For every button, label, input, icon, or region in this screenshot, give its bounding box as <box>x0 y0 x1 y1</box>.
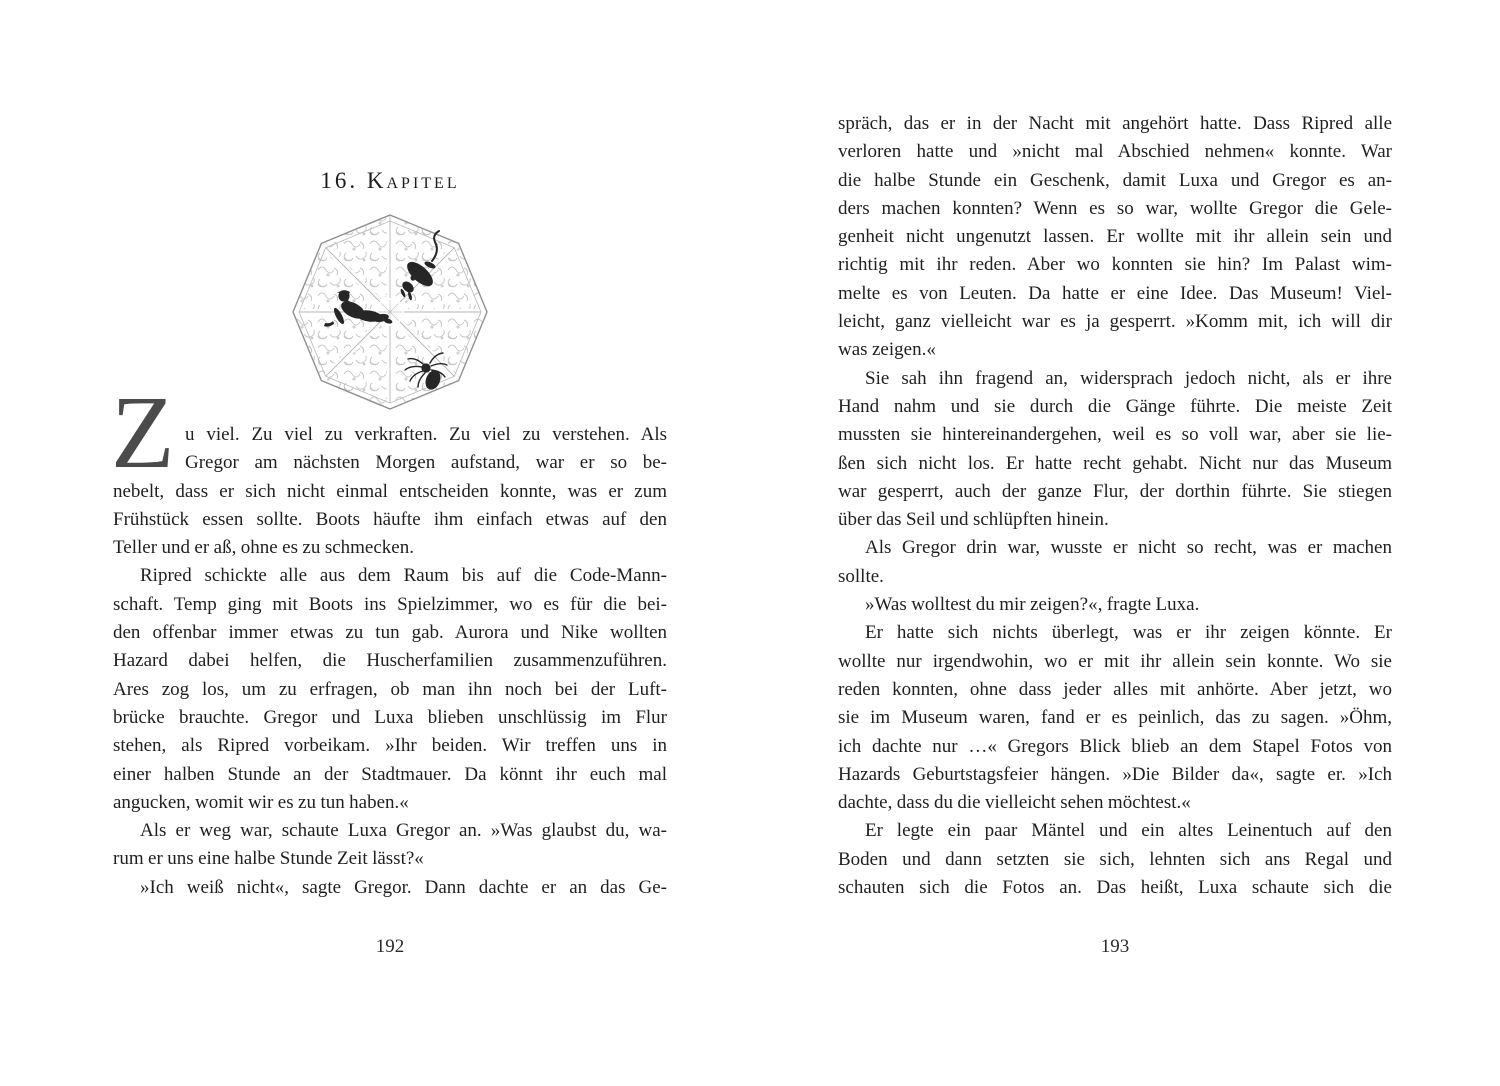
left-page-body-text <box>113 421 667 902</box>
text-line: richtig mit ihr reden. Aber wo konnten sie hin? Im Palast wim- <box>838 254 1392 276</box>
text-line: ders machen konnten? Wenn es so war, wollte Gregor die Gele- <box>838 197 1392 219</box>
text-line: leicht, ganz vielleicht war es ja gesperrt. »Komm mit, ich will dir <box>838 311 1392 333</box>
text-line: angucken, womit wir es zu tun haben.« <box>113 791 409 813</box>
text-line: spräch, das er in der Nacht mit angehört hatte. Dass Ripred alle <box>838 113 1392 134</box>
text-line: Ripred schickte alle aus dem Raum bis auf die Code-Mann- <box>140 565 667 587</box>
text-line: dachte, dass du die vielleicht sehen möchtest.« <box>838 792 1191 814</box>
text-line: Als er weg war, schaute Luxa Gregor an. »Was glaubst du, wa- <box>140 820 667 842</box>
text-line: sollte. <box>838 565 884 587</box>
text-line: Hand nahm und sie durch die Gänge führte. Die meiste Zeit <box>838 395 1392 417</box>
text-line: »Was wolltest du mir zeigen?«, fragte Luxa. <box>865 594 1200 616</box>
text-line: über das Seil und schlüpften hinein. <box>838 509 1109 531</box>
text-line: schauten sich die Fotos an. Das heißt, Luxa schaute sich die <box>838 877 1392 899</box>
chapter-ornament-octagon-icon <box>290 212 490 412</box>
text-line: die halbe Stunde ein Geschenk, damit Luxa und Gregor es an- <box>838 169 1392 191</box>
text-line: was zeigen.« <box>838 339 936 361</box>
text-line: den offenbar immer etwas zu tun gab. Aurora und Nike wollten <box>113 622 667 644</box>
text-line: genheit nicht ungenutzt lassen. Er wollte mit ihr allein sein und <box>838 226 1392 248</box>
text-line: Hazard dabei helfen, die Huscherfamilien zusammenzuführen. <box>113 650 667 672</box>
text-line: verloren hatte und »nicht mal Abschied nehmen« konnte. War <box>838 141 1392 163</box>
text-line: brücke brauchte. Gregor und Luxa blieben unschlüssig im Flur <box>113 706 667 728</box>
text-line: stehen, als Ripred vorbeikam. »Ihr beiden. Wir treffen uns in <box>113 735 667 757</box>
text-line: Teller und er aß, ohne es zu schmecken. <box>113 537 414 559</box>
page-number-left: 192 <box>375 936 405 957</box>
text-line: Gregor am nächsten Morgen aufstand, war er so be- <box>185 452 667 474</box>
text-line: mussten sie hintereinandergehen, weil es so voll war, aber sie lie- <box>838 424 1392 446</box>
book-page-right <box>838 0 1392 1086</box>
text-line: ßen sich nicht los. Er hatte recht gehabt. Nicht nur das Museum <box>838 452 1392 474</box>
text-line: schaft. Temp ging mit Boots ins Spielzimmer, wo es für die bei- <box>113 593 667 615</box>
text-line: Ares zog los, um zu erfragen, ob man ihn noch bei der Luft- <box>113 678 667 700</box>
text-line: ich dachte nur …« Gregors Blick blieb an dem Stapel Fotos von <box>838 735 1392 757</box>
text-line: Er hatte sich nichts überlegt, was er ihr zeigen könnte. Er <box>865 622 1392 644</box>
text-line: »Ich weiß nicht«, sagte Gregor. Dann dachte er an das Ge- <box>140 876 667 898</box>
text-line: Hazards Geburtstagsfeier hängen. »Die Bilder da«, sagte er. »Ich <box>838 763 1392 785</box>
text-line: Frühstück essen sollte. Boots häufte ihm einfach etwas auf den <box>113 508 667 530</box>
text-line: melte es von Leuten. Da hatte er eine Idee. Das Museum! Viel- <box>838 282 1392 304</box>
text-line: rum er uns eine halbe Stunde Zeit lässt?« <box>113 848 424 870</box>
text-line: Als Gregor drin war, wusste er nicht so recht, was er machen <box>865 537 1392 559</box>
text-line: wollte nur irgendwohin, wo er mit ihr allein sein konnte. Wo sie <box>838 650 1392 672</box>
text-line: reden konnten, ohne dass jeder alles mit anhörte. Aber jetzt, wo <box>838 678 1392 700</box>
right-page-body-text <box>838 110 1392 902</box>
text-line: sie im Museum waren, fand er es peinlich, das zu sagen. »Öhm, <box>838 707 1392 729</box>
page-number-right: 193 <box>1100 936 1130 957</box>
text-line: war gesperrt, auch der ganze Flur, der dorthin führte. Sie stiegen <box>838 480 1392 502</box>
chapter-heading: 16. Kapitel <box>320 168 460 193</box>
text-line: Boden und dann setzten sie sich, lehnten sich ans Regal und <box>838 848 1392 870</box>
text-line: einer halben Stunde an der Stadtmauer. Da könnt ihr euch mal <box>113 763 667 785</box>
text-line: Er legte ein paar Mäntel und ein altes Leinentuch auf den <box>865 820 1392 842</box>
text-line: u viel. Zu viel zu verkraften. Zu viel zu verstehen. Als <box>185 424 667 445</box>
text-line: nebelt, dass er sich nicht einmal entscheiden konnte, was er zum <box>113 480 667 502</box>
drop-cap-letter: Z <box>111 375 175 490</box>
book-page-left <box>113 0 667 1086</box>
text-line: Sie sah ihn fragend an, widersprach jedoch nicht, als er ihre <box>865 367 1392 389</box>
